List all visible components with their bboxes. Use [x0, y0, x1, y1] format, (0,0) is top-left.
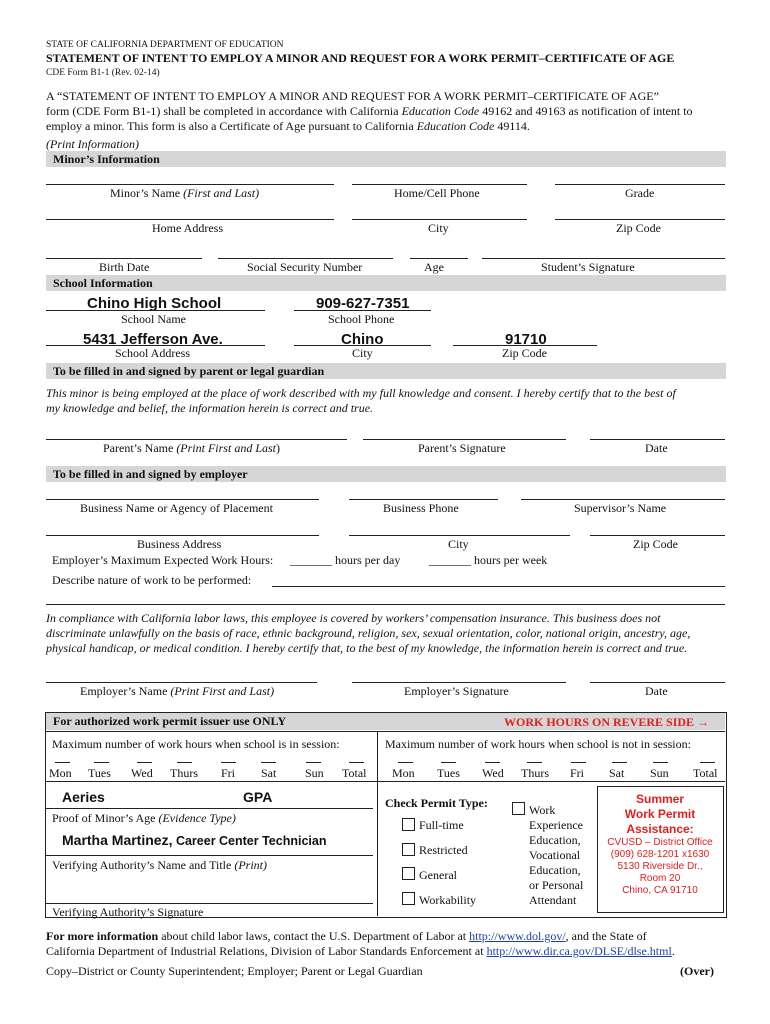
parent-statement-line-1: This minor is being employed at the place of work described with my full knowledge and consent. I hereby certify that to the best of	[46, 386, 676, 400]
summer-line-4: Room 20	[639, 873, 681, 884]
work-experience-label: Work	[529, 803, 556, 817]
summer-dash-tue[interactable]	[441, 762, 456, 763]
more-info-line-1: For more information about child labor laws, contact the U.S. Department of Labor at http://www.dol.gov/, and the State of	[46, 929, 647, 943]
ssn-field[interactable]	[218, 258, 393, 259]
summer-dash-sun[interactable]	[653, 762, 668, 763]
summer-dash-mon[interactable]	[398, 762, 413, 763]
intro-line-2: form (CDE Form B1-1) shall be completed in accordance with California Education Code 49162 and 49163 as notification of intent to	[46, 104, 693, 118]
day-label: Wed	[482, 766, 504, 780]
hours-dash-fri[interactable]	[221, 762, 236, 763]
general-checkbox[interactable]	[402, 867, 415, 880]
hours-per-week-field[interactable]: _______ hours per week	[429, 553, 548, 567]
school-address-value[interactable]: 5431 Jefferson Ave.	[83, 331, 223, 348]
issuer-divider-2	[46, 781, 725, 782]
home-address-field[interactable]	[46, 219, 334, 220]
day-label: Mon	[392, 766, 415, 780]
employer-section-header: To be filled in and signed by employer	[46, 466, 726, 482]
birth-date-label: Birth Date	[99, 260, 150, 274]
day-label: Sun	[305, 766, 324, 780]
school-phone-line	[294, 310, 431, 311]
work-description-label: Describe nature of work to be performed:	[52, 573, 252, 587]
day-label: Wed	[131, 766, 153, 780]
student-signature-field[interactable]	[482, 258, 725, 259]
home-city-field[interactable]	[352, 219, 527, 220]
intro-line-1: A “STATEMENT OF INTENT TO EMPLOY A MINOR AND REQUEST FOR A WORK PERMIT–CERTIFICATE OF AGE”	[46, 89, 659, 103]
day-label: Thurs	[521, 766, 549, 780]
home-city-label: City	[428, 221, 449, 235]
day-label: Sat	[261, 766, 277, 780]
school-section-header: School Information	[46, 275, 726, 291]
hours-per-day-field[interactable]: _______ hours per day	[290, 553, 401, 567]
work-experience-label: Attendant	[529, 893, 577, 907]
day-label: Tues	[437, 766, 460, 780]
home-phone-field[interactable]	[352, 184, 527, 185]
ssn-label: Social Security Number	[247, 260, 363, 274]
hours-dash-sat[interactable]	[261, 762, 276, 763]
reverse-side-note: WORK HOURS ON REVERE SIDE →	[504, 715, 710, 729]
school-name-label: School Name	[121, 312, 186, 326]
business-phone-label: Business Phone	[383, 501, 459, 515]
print-info-note: (Print Information)	[46, 137, 139, 151]
verifier-signature-field[interactable]	[46, 903, 373, 904]
minor-name-field[interactable]	[46, 184, 334, 185]
age-label: Age	[424, 260, 444, 274]
employer-date-field[interactable]	[590, 682, 725, 683]
day-label: Fri	[570, 766, 585, 780]
agency-name: STATE OF CALIFORNIA DEPARTMENT OF EDUCATION	[46, 40, 284, 50]
issuer-section-header: For authorized work permit issuer use ONLY	[46, 713, 725, 730]
business-name-field[interactable]	[46, 499, 319, 500]
age-field[interactable]	[410, 258, 468, 259]
day-label: Total	[342, 766, 367, 780]
proof-age-label: Proof of Minor’s Age (Evidence Type)	[52, 811, 236, 825]
verifier-name-label: Verifying Authority’s Name and Title (Print)	[52, 858, 267, 872]
aeries-label: Aeries	[62, 789, 105, 805]
work-experience-label: Experience	[529, 818, 583, 832]
copy-distribution: Copy–District or County Superintendent; Employer; Parent or Legal Guardian	[46, 964, 423, 978]
parent-signature-label: Parent’s Signature	[418, 441, 506, 455]
work-experience-label: Education,	[529, 833, 581, 847]
summer-line-1: CVUSD – District Office	[607, 837, 713, 848]
business-city-field[interactable]	[349, 535, 570, 536]
school-phone-label: School Phone	[328, 312, 395, 326]
parent-date-label: Date	[645, 441, 668, 455]
issuer-divider	[46, 731, 725, 732]
parent-section-header: To be filled in and signed by parent or legal guardian	[46, 363, 726, 379]
over-note: (Over)	[680, 964, 714, 978]
intro-line-3: employ a minor. This form is also a Certificate of Age pursuant to California Education Code 49114.	[46, 119, 530, 133]
summer-dash-total[interactable]	[700, 762, 715, 763]
school-city-label: City	[352, 346, 373, 360]
hours-dash-total[interactable]	[349, 762, 364, 763]
business-address-label: Business Address	[137, 537, 222, 551]
work-experience-label: Vocational	[529, 848, 581, 862]
summer-line-3: 5130 Riverside Dr.,	[617, 861, 703, 872]
hours-dash-wed[interactable]	[137, 762, 152, 763]
general-label: General	[419, 868, 457, 882]
restricted-checkbox[interactable]	[402, 843, 415, 856]
day-label: Tues	[88, 766, 111, 780]
summer-dash-thu[interactable]	[527, 762, 542, 763]
day-label: Sat	[609, 766, 625, 780]
parent-statement-line-2: my knowledge and belief, the information herein is correct and true.	[46, 401, 374, 415]
work-experience-label: Education,	[529, 863, 581, 877]
parent-name-label: Parent’s Name (Print First and Last)	[103, 441, 280, 455]
summer-title-1: Summer	[635, 792, 685, 806]
work-description-field[interactable]	[272, 586, 725, 587]
parent-name-field[interactable]	[46, 439, 347, 440]
work-experience-checkbox[interactable]	[512, 802, 525, 815]
day-label: Fri	[221, 766, 236, 780]
supervisor-label: Supervisor’s Name	[574, 501, 667, 515]
dol-link[interactable]: http://www.dol.gov/	[469, 929, 566, 943]
summer-line-5: Chino, CA 91710	[622, 885, 698, 896]
permit-type-label: Check Permit Type:	[385, 796, 488, 810]
workability-checkbox[interactable]	[402, 892, 415, 905]
minor-name-label: Minor’s Name (First and Last)	[110, 186, 260, 200]
summer-dash-sat[interactable]	[612, 762, 627, 763]
summer-title-3: Assistance:	[626, 822, 694, 836]
business-city-label: City	[448, 537, 469, 551]
school-zip-label: Zip Code	[502, 346, 547, 360]
work-experience-label: or Personal	[529, 878, 584, 892]
employer-name-label: Employer’s Name (Print First and Last)	[80, 684, 275, 698]
not-in-session-label: Maximum number of work hours when school is not in session:	[385, 737, 691, 751]
business-name-label: Business Name or Agency of Placement	[80, 501, 273, 515]
work-description-field-2[interactable]	[46, 604, 725, 605]
fulltime-label: Full-time	[419, 818, 464, 832]
parent-signature-field[interactable]	[363, 439, 566, 440]
business-zip-field[interactable]	[590, 535, 725, 536]
verifier-signature-label: Verifying Authority’s Signature	[52, 905, 204, 919]
employer-date-label: Date	[645, 684, 668, 698]
max-hours-label: Employer’s Maximum Expected Work Hours:	[52, 553, 274, 567]
school-zip-value[interactable]: 91710	[505, 331, 547, 348]
summer-dash-fri[interactable]	[571, 762, 586, 763]
day-label: Thurs	[170, 766, 198, 780]
compliance-line-1: In compliance with California labor laws, this employee is covered by workers’ compensation insurance. This business does not	[46, 611, 661, 625]
employer-name-field[interactable]	[46, 682, 317, 683]
summer-dash-wed[interactable]	[485, 762, 500, 763]
home-zip-field[interactable]	[555, 219, 725, 220]
employer-signature-label: Employer’s Signature	[404, 684, 509, 698]
gpa-label: GPA	[243, 789, 273, 805]
school-name-value[interactable]: Chino High School	[87, 295, 222, 312]
compliance-line-3: physical handicap, or medical condition. I hereby certify that, to the best of my knowledge, the information herein is correct and true.	[46, 641, 688, 655]
verifier-name-line	[46, 855, 373, 856]
supervisor-field[interactable]	[521, 499, 725, 500]
minor-section-header: Minor’s Information	[46, 151, 726, 167]
compliance-line-2: discriminate unlawfully on the basis of race, ethnic background, religion, sex, sexual orientation, color, national origin, ancestry, age,	[46, 626, 691, 640]
hours-dash-mon[interactable]	[55, 762, 70, 763]
business-address-field[interactable]	[46, 535, 319, 536]
business-phone-field[interactable]	[349, 499, 498, 500]
proof-age-field[interactable]	[46, 808, 373, 809]
fulltime-checkbox[interactable]	[402, 818, 415, 831]
school-name-line	[46, 310, 265, 311]
authority-name-value[interactable]: Martha Martinez, Career Center Technician	[62, 832, 327, 848]
in-session-label: Maximum number of work hours when school is in session:	[52, 737, 340, 751]
school-address-label: School Address	[115, 346, 190, 360]
more-info-line-2: California Department of Industrial Relations, Division of Labor Standards Enforcement at http://www.dir.ca.gov/DLSE/dlse.html.	[46, 944, 675, 958]
issuer-vertical-divider	[377, 731, 378, 781]
restricted-label: Restricted	[419, 843, 468, 857]
home-address-label: Home Address	[152, 221, 223, 235]
summer-line-2: (909) 628-1201 x1630	[610, 849, 710, 860]
grade-label: Grade	[625, 186, 655, 200]
day-label: Total	[693, 766, 718, 780]
school-city-value[interactable]: Chino	[341, 331, 384, 348]
hours-dash-tue[interactable]	[94, 762, 109, 763]
student-signature-label: Student’s Signature	[541, 260, 635, 274]
business-zip-label: Zip Code	[633, 537, 678, 551]
grade-field[interactable]	[555, 184, 725, 185]
issuer-vertical-divider-2	[377, 781, 378, 916]
birth-date-field[interactable]	[46, 258, 202, 259]
workability-label: Workability	[419, 893, 477, 907]
parent-date-field[interactable]	[590, 439, 725, 440]
day-label: Sun	[650, 766, 669, 780]
form-title: STATEMENT OF INTENT TO EMPLOY A MINOR AND REQUEST FOR A WORK PERMIT–CERTIFICATE OF AGE	[46, 51, 675, 65]
home-zip-label: Zip Code	[616, 221, 661, 235]
day-label: Mon	[49, 766, 72, 780]
summer-title-2: Work Permit	[624, 807, 696, 821]
employer-signature-field[interactable]	[352, 682, 566, 683]
hours-dash-thu[interactable]	[177, 762, 192, 763]
dir-link[interactable]: http://www.dir.ca.gov/DLSE/dlse.html	[486, 944, 672, 958]
home-phone-label: Home/Cell Phone	[394, 186, 480, 200]
hours-dash-sun[interactable]	[306, 762, 321, 763]
school-phone-value[interactable]: 909-627-7351	[316, 295, 410, 312]
form-id: CDE Form B1-1 (Rev. 02-14)	[46, 68, 160, 78]
